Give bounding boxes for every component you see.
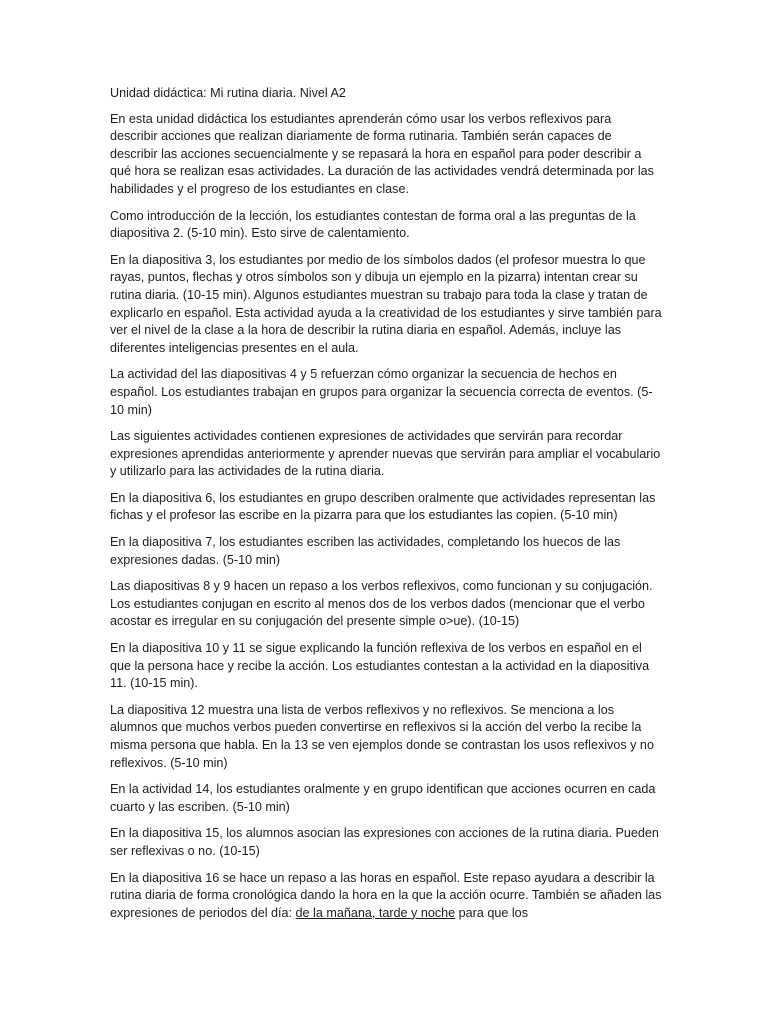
paragraph: En la diapositiva 7, los estudiantes escriben las actividades, completando los huecos de las expresiones dadas. (5-10 min) (110, 535, 621, 567)
paragraph-last-before: En la diapositiva 16 se hace un repaso a las horas en español. Este repaso ayudara a describir la rutina diaria de forma cronológica dando la hora en la que la acción ocurre. También se añaden las expresiones de periodos del día: (110, 870, 662, 920)
paragraph: En la actividad 14, los estudiantes oralmente y en grupo identifican que acciones ocurren en cada cuarto y las escriben. (5-10 min) (110, 782, 656, 814)
paragraph: Las siguientes actividades contienen expresiones de actividades que servirán para recordar expresiones aprendidas anteriormente y aprender nuevas que servirán para ampliar el vocabulario y utilizarlo para las actividades de la rutina diaria. (110, 429, 661, 479)
paragraph-list (110, 111, 662, 861)
paragraph: Las diapositivas 8 y 9 hacen un repaso a los verbos reflexivos, como funcionan y su conjugación. Los estudiantes conjugan en escrito al menos dos de los verbos dados (mencionar que el verbo acostar es irregular en su conjugación del presente simple o>ue). (10-15) (110, 579, 653, 629)
paragraph-last (110, 870, 662, 923)
paragraph: En esta unidad didáctica los estudiantes aprenderán cómo usar los verbos reflexivos para describir acciones que realizan diariamente de forma rutinaria. También serán capaces de describir las acciones secuencialmente y se repasará la hora en español para poder describir a qué hora se realizan esas actividades. La duración de las actividades vendrá determinada por las habilidades y el progreso de los estudiantes en clase. (110, 111, 654, 196)
document-page (110, 85, 662, 931)
paragraph: La diapositiva 12 muestra una lista de verbos reflexivos y no reflexivos. Se menciona a los alumnos que muchos verbos pueden convertirse en reflexivos si la acción del verbo la recibe la misma persona que habla. En la 13 se ven ejemplos donde se contrastan los usos reflexivos y no reflexivos. (5-10 min) (110, 702, 654, 770)
paragraph: En la diapositiva 3, los estudiantes por medio de los símbolos dados (el profesor muestra lo que rayas, puntos, flechas y otros símbolos son y dibuja un ejemplo en la pizarra) intentan crear su rutina diaria. (10-15 min). Algunos estudiantes muestran su trabajo para toda la clase y tratan de explicarlo en español. Esta actividad ayuda a la creatividad de los estudiantes y sirve también para ver el nivel de la clase a la hora de describir la rutina diaria en español. Además, incluye las diferentes inteligencias presentes en el aula. (110, 252, 662, 355)
paragraph: Como introducción de la lección, los estudiantes contestan de forma oral a las preguntas de la diapositiva 2. (5-10 min). Esto sirve de calentamiento. (110, 208, 636, 241)
document-title: Unidad didáctica: Mi rutina diaria. Nivel A2 (110, 86, 346, 100)
paragraph: En la diapositiva 6, los estudiantes en grupo describen oralmente que actividades representan las fichas y el profesor las escribe en la pizarra para que los estudiantes las copien. (5-10 min) (110, 490, 656, 523)
paragraph-last-after: para que los (455, 905, 528, 920)
paragraph: En la diapositiva 10 y 11 se sigue explicando la función reflexiva de los verbos en español en el que la persona hace y recibe la acción. Los estudiantes contestan a la actividad en la diapositiva 11. (10-15 min). (110, 641, 650, 691)
paragraph: En la diapositiva 15, los alumnos asocian las expresiones con acciones de la rutina diaria. Pueden ser reflexivas o no. (10-15) (110, 826, 659, 858)
underlined-phrase: de la mañana, tarde y noche (295, 905, 456, 920)
paragraph: La actividad del las diapositivas 4 y 5 refuerzan cómo organizar la secuencia de hechos en español. Los estudiantes trabajan en grupos para organizar la secuencia correcta de eventos. (5-10 min) (110, 367, 653, 417)
